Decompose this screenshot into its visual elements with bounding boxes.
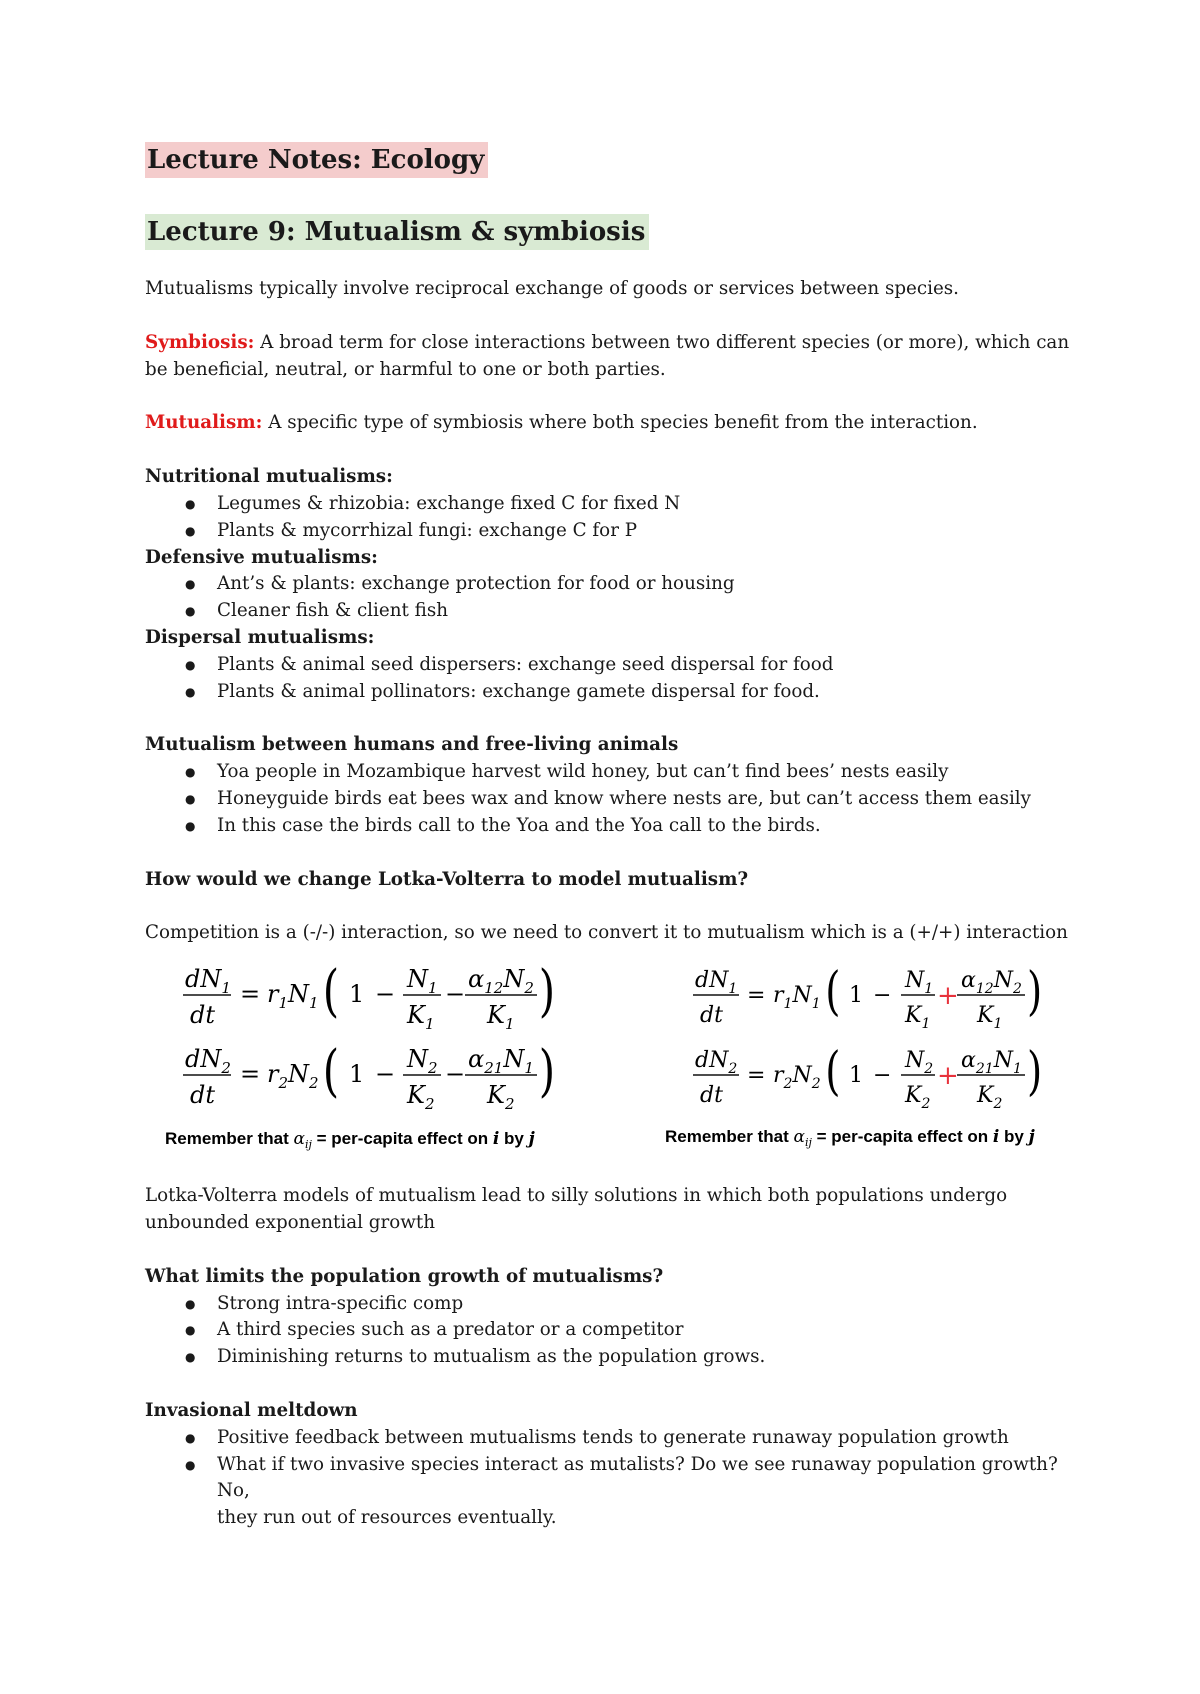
nutritional-heading: Nutritional mutualisms: bbox=[145, 466, 393, 488]
svg-text:dt: dt bbox=[700, 1083, 723, 1109]
svg-text:r2N2: $r_2N_2$ bbox=[267, 1060, 319, 1093]
svg-text:): ) bbox=[538, 1038, 556, 1104]
list-item: ● Ant’s & plants: exchange protection for food or housing bbox=[145, 571, 1085, 598]
mutualism-equation-1 bbox=[693, 961, 1042, 1032]
svg-text:K1: $K_1$ bbox=[905, 1003, 931, 1033]
symbiosis-term: Symbiosis: bbox=[145, 331, 255, 353]
svg-text:N1: $N_1$ bbox=[407, 965, 438, 998]
dispersal-heading: Dispersal mutualisms: bbox=[145, 626, 375, 648]
caption-left: Remember that $\alpha_{ij}$ = per-capita effect on i by j bbox=[165, 1129, 535, 1152]
svg-text:r2N2: $r_2N_2$ bbox=[773, 1063, 821, 1093]
defensive-heading: Defensive mutualisms: bbox=[145, 546, 378, 568]
svg-text:N1: $N_1$ bbox=[905, 968, 934, 998]
svg-text:K2: $K_2$ bbox=[407, 1081, 435, 1114]
lotka-result-line2: unbounded exponential growth bbox=[145, 1211, 436, 1233]
list-item: ● A third species such as a predator or a competitor bbox=[145, 1317, 1085, 1344]
svg-text:K1: $K_1$ bbox=[487, 1001, 515, 1034]
list-item: ● Plants & animal pollinators: exchange gamete dispersal for food. bbox=[145, 679, 1085, 706]
list-item: ● Plants & mycorrhizal fungi: exchange C for P bbox=[145, 518, 1085, 545]
svg-text:dt: dt bbox=[190, 1081, 216, 1110]
document-title: Lecture Notes: Ecology bbox=[145, 142, 488, 178]
list-item: ● Yoa people in Mozambique harvest wild honey, but can’t find bees’ nests easily bbox=[145, 759, 1085, 786]
dispersal-list bbox=[145, 652, 1085, 706]
svg-text:(: ( bbox=[825, 1040, 841, 1102]
competition-equation-2 bbox=[183, 1038, 555, 1113]
limits-heading: What limits the population growth of mutualisms? bbox=[145, 1265, 664, 1287]
list-item: ● Strong intra-specific comp bbox=[145, 1291, 1085, 1318]
list-item: ● Positive feedback between mutualisms tends to generate runaway population growth bbox=[145, 1425, 1085, 1452]
plus-sign: + bbox=[937, 1061, 959, 1092]
svg-text:dt: dt bbox=[190, 1001, 216, 1030]
invasional-list bbox=[145, 1425, 1085, 1532]
humans-list bbox=[145, 759, 1085, 839]
lotka-result-line1: Lotka-Volterra models of mutualism lead to silly solutions in which both populations undergo bbox=[145, 1185, 1008, 1207]
svg-text:α21N1: $\alpha_{21}N_1$ bbox=[961, 1048, 1022, 1078]
svg-text:1: 1 bbox=[349, 1060, 365, 1089]
svg-text:): ) bbox=[1027, 961, 1043, 1022]
lotka-volterra-equations bbox=[145, 961, 1085, 1157]
svg-text:α12N2: $\alpha_{12}N_2$ bbox=[468, 965, 534, 998]
svg-text:α21N1: $\alpha_{21}N_1$ bbox=[468, 1045, 534, 1078]
humans-heading: Mutualism between humans and free-living animals bbox=[145, 734, 679, 756]
svg-text:K1: $K_1$ bbox=[407, 1001, 435, 1034]
svg-text:1: 1 bbox=[849, 983, 863, 1009]
defensive-list bbox=[145, 571, 1085, 625]
caption-right: Remember that $\alpha_{ij}$ = per-capita effect on i by j bbox=[665, 1127, 1035, 1150]
svg-text:r1N1: $r_1N_1$ bbox=[773, 983, 821, 1013]
svg-text:=: = bbox=[240, 1060, 261, 1089]
list-item-line2: they run out of resources eventually. bbox=[217, 1507, 557, 1529]
list-item: ● Plants & animal seed dispersers: exchange seed dispersal for food bbox=[145, 652, 1085, 679]
svg-text:(: ( bbox=[322, 961, 340, 1024]
svg-text:): ) bbox=[538, 961, 556, 1024]
svg-text:dN1: $dN_1$ bbox=[695, 968, 738, 998]
list-item: ● Cleaner fish & client fish bbox=[145, 598, 1085, 625]
svg-text:K2: $K_2$ bbox=[487, 1081, 515, 1114]
list-item: ● Honeyguide birds eat bees wax and know where nests are, but can’t access them easily bbox=[145, 786, 1085, 813]
mutualism-equation-2 bbox=[693, 1040, 1042, 1112]
list-item: ● In this case the birds call to the Yoa and the Yoa call to the birds. bbox=[145, 813, 1085, 840]
svg-text:(: ( bbox=[825, 961, 841, 1022]
symbiosis-text-line1: A broad term for close interactions between two different species (or more), which can bbox=[254, 331, 1070, 353]
list-item: ● Diminishing returns to mutualism as the population grows. bbox=[145, 1344, 1085, 1371]
svg-text:K2: $K_2$ bbox=[977, 1083, 1003, 1113]
symbiosis-definition bbox=[145, 330, 1085, 357]
list-item-line1: What if two invasive species interact as mutalists? Do we see runaway population growth? No, bbox=[217, 1453, 1058, 1502]
svg-text:−: − bbox=[445, 1060, 466, 1089]
svg-text:): ) bbox=[1027, 1040, 1043, 1102]
lecture-notes bbox=[145, 142, 1085, 1532]
svg-text:dN2: $dN_2$ bbox=[185, 1045, 231, 1078]
svg-text:N2: $N_2$ bbox=[407, 1045, 438, 1078]
competition-text: Competition is a (-/-) interaction, so we need to convert it to mutualism which is a (+/+) interaction bbox=[145, 922, 1068, 944]
svg-text:−: − bbox=[445, 980, 466, 1009]
list-item bbox=[145, 1452, 1085, 1532]
svg-text:=: = bbox=[747, 983, 766, 1009]
intro-paragraph: Mutualisms typically involve reciprocal exchange of goods or services between species. bbox=[145, 278, 959, 299]
symbiosis-text-line2: be beneficial, neutral, or harmful to one or both parties. bbox=[145, 358, 666, 380]
svg-text:(: ( bbox=[322, 1038, 340, 1104]
limits-list bbox=[145, 1291, 1085, 1371]
svg-text:=: = bbox=[747, 1063, 766, 1089]
svg-text:−: − bbox=[375, 980, 396, 1009]
svg-text:dt: dt bbox=[700, 1003, 723, 1029]
svg-text:α12N2: $\alpha_{12}N_2$ bbox=[961, 968, 1022, 998]
svg-text:=: = bbox=[240, 980, 261, 1009]
lotka-heading: How would we change Lotka-Volterra to model mutualism? bbox=[145, 868, 749, 890]
lecture-title: Lecture 9: Mutualism & symbiosis bbox=[145, 214, 649, 250]
mutualism-term: Mutualism: bbox=[145, 412, 263, 434]
plus-sign: + bbox=[937, 981, 959, 1012]
mutualism-text: A specific type of symbiosis where both species benefit from the interaction. bbox=[262, 412, 978, 434]
svg-text:−: − bbox=[873, 1063, 892, 1089]
svg-text:−: − bbox=[873, 983, 892, 1009]
svg-text:dN1: $dN_1$ bbox=[185, 965, 231, 998]
invasional-heading: Invasional meltdown bbox=[145, 1399, 358, 1421]
svg-text:dN2: $dN_2$ bbox=[695, 1048, 738, 1078]
svg-text:1: 1 bbox=[349, 980, 365, 1009]
competition-equation-1 bbox=[183, 961, 555, 1033]
svg-text:1: 1 bbox=[849, 1063, 863, 1089]
nutritional-list bbox=[145, 491, 1085, 545]
mutualism-definition bbox=[145, 410, 1085, 437]
svg-text:N2: $N_2$ bbox=[905, 1048, 934, 1078]
svg-text:K1: $K_1$ bbox=[977, 1003, 1003, 1033]
equations-figure bbox=[145, 961, 1085, 1157]
svg-text:r1N1: $r_1N_1$ bbox=[267, 980, 319, 1013]
svg-text:K2: $K_2$ bbox=[905, 1083, 931, 1113]
list-item: ● Legumes & rhizobia: exchange fixed C for fixed N bbox=[145, 491, 1085, 518]
svg-text:−: − bbox=[375, 1060, 396, 1089]
